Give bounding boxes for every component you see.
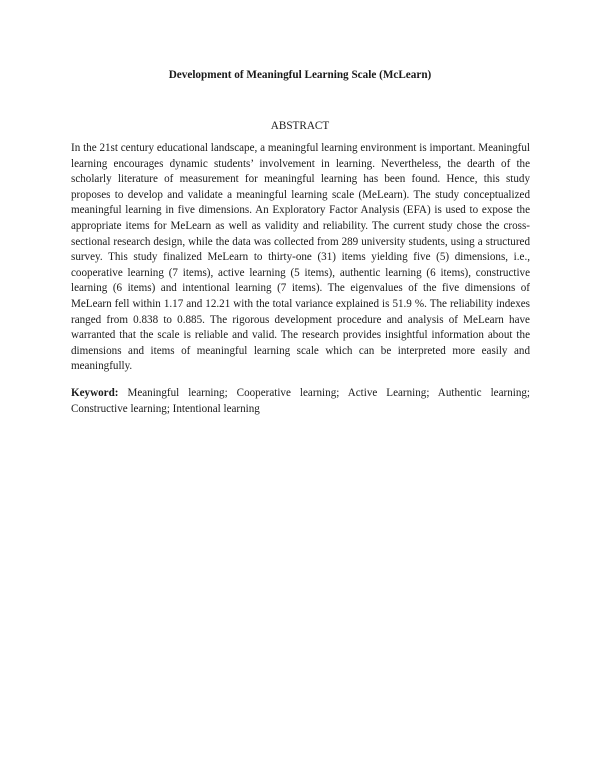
abstract-body: In the 21st century educational landscape, a meaningful learning environment is important. Meaningful learning encourages dynamic students’ involvement in learning. Nevertheless, the dearth of the scholarly literature of measurement for meaningful learning has been found. Hence, this study proposes to develop and validate a meaningful learning scale (MeLearn). The study conceptualized meaningful learning in five dimensions. An Exploratory Factor Analysis (EFA) is used to expose the appropriate items for MeLearn as well as validity and reliability. The current study chose the cross-sectional research design, while the data was collected from 289 university students, using a structured survey. This study finalized MeLearn to thirty-one (31) items yielding five (5) dimensions, i.e., cooperative learning (7 items), active learning (5 items), authentic learning (6 items), constructive learning (6 items) and intentional learning (7 items). The eigenvalues of the five dimensions of MeLearn fell within 1.17 and 12.21 with the total variance explained is 51.9 %. The reliability indexes ranged from 0.838 to 0.885. The rigorous development procedure and analysis of MeLearn have warranted that the scale is reliable and valid. The research provides insightful information about the dimensions and items of meaningful learning scale which can be interpreted more easily and meaningfully. <box>71 142 530 373</box>
keyword-label: Keyword: <box>71 387 119 399</box>
keywords-paragraph <box>71 386 530 417</box>
keywords-list: Meaningful learning; Cooperative learning; Active Learning; Authentic learning; Constructive learning; Intentional learning <box>71 387 530 415</box>
paper-title: Development of Meaningful Learning Scale (McLearn) <box>168 69 432 81</box>
abstract-heading: ABSTRACT <box>270 120 330 132</box>
